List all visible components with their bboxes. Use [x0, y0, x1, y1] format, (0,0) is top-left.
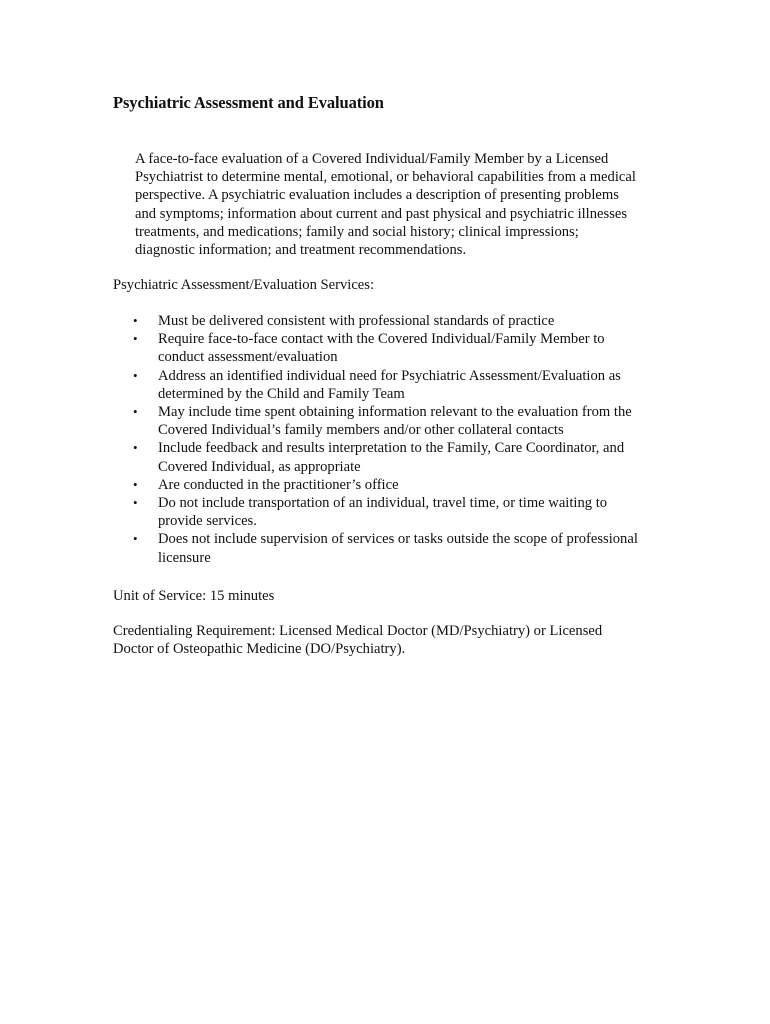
list-item: [130, 530, 638, 566]
bullet-icon: •: [133, 495, 138, 511]
list-item-text: Do not include transportation of an individual, travel time, or time waiting to: [158, 495, 608, 512]
credentialing-line: Credentialing Requirement: Licensed Medical Doctor (MD/Psychiatry) or Licensed: [113, 623, 603, 639]
page-title: Psychiatric Assessment and Evaluation: [113, 93, 384, 112]
list-item-text: conduct assessment/evaluation: [158, 349, 338, 366]
bullet-icon: •: [133, 331, 138, 347]
bullet-icon: •: [133, 404, 138, 420]
list-item-text: Does not include supervision of services or tasks outside the scope of professional: [158, 531, 638, 548]
list-item-text: Are conducted in the practitioner’s office: [158, 476, 399, 493]
list-item-text: Must be delivered consistent with professional standards of practice: [158, 313, 555, 329]
bullet-icon: •: [133, 476, 138, 492]
list-item-text: Include feedback and results interpretation to the Family, Care Coordinator, and: [158, 440, 625, 457]
list-item-text: Require face-to-face contact with the Covered Individual/Family Member to: [158, 331, 605, 348]
bullet-icon: •: [133, 313, 138, 328]
intro-line: treatments, and medications; family and social history; clinical impressions;: [135, 223, 579, 240]
unit-of-service: Unit of Service: 15 minutes: [113, 588, 275, 604]
list-item-text: licensure: [158, 549, 211, 566]
intro-line: Psychiatrist to determine mental, emotional, or behavioral capabilities from a medical: [135, 169, 636, 186]
list-item: [130, 367, 638, 403]
bullet-icon: •: [133, 440, 138, 456]
credentialing-line: Doctor of Osteopathic Medicine (DO/Psychiatry).: [113, 641, 406, 658]
list-item: [130, 439, 638, 475]
credentialing-requirement: [113, 622, 602, 658]
list-item-text: Covered Individual, as appropriate: [158, 458, 361, 475]
intro-line: perspective. A psychiatric evaluation includes a description of presenting problems: [135, 187, 619, 204]
list-item-text: Address an identified individual need for Psychiatric Assessment/Evaluation as: [158, 367, 621, 384]
list-item-text: Covered Individual’s family members and/or other collateral contacts: [158, 422, 564, 439]
services-heading: Psychiatric Assessment/Evaluation Services:: [113, 277, 375, 293]
bullet-icon: •: [133, 367, 138, 383]
list-item: [130, 494, 638, 530]
intro-paragraph: [135, 150, 636, 259]
list-item: [130, 476, 638, 494]
intro-line: and symptoms; information about current and past physical and psychiatric illnesses: [135, 205, 628, 222]
list-item-text: May include time spent obtaining information relevant to the evaluation from the: [158, 404, 632, 421]
list-item: [130, 312, 638, 330]
list-item: [130, 330, 638, 366]
list-item-text: provide services.: [158, 513, 257, 530]
bullet-icon: •: [133, 531, 138, 547]
list-item-text: determined by the Child and Family Team: [158, 385, 405, 402]
services-bullet-list: [130, 312, 638, 567]
list-item: [130, 403, 638, 439]
intro-line: A face-to-face evaluation of a Covered Individual/Family Member by a Licensed: [135, 151, 609, 167]
intro-line: diagnostic information; and treatment recommendations.: [135, 242, 467, 259]
